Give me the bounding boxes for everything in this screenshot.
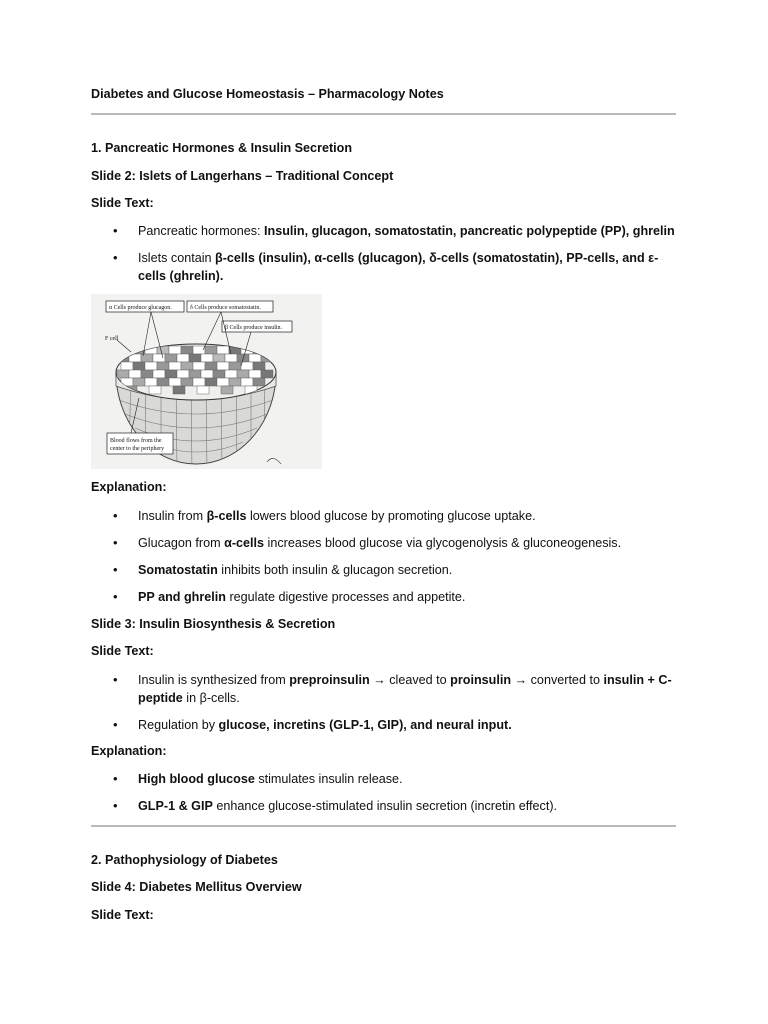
slide-text-label: Slide Text:	[91, 196, 154, 210]
explanation-label: Explanation:	[91, 744, 167, 758]
islet-illustration	[91, 294, 322, 469]
label-beta-cells: β Cells produce insulin.	[225, 325, 283, 331]
label-blood-flow-1: Blood flows from the	[110, 438, 162, 444]
slide-text-list	[91, 671, 681, 734]
list-item: • Pancreatic hormones: Insulin, glucagon, somatostatin, pancreatic polypeptide (PP), ghrelin	[91, 222, 681, 240]
list-item: • GLP-1 & GIP enhance glucose-stimulated insulin secretion (incretin effect).	[91, 797, 681, 815]
list-item: • Insulin from β-cells lowers blood glucose by promoting glucose uptake.	[91, 507, 681, 525]
slide-title: Slide 4: Diabetes Mellitus Overview	[91, 880, 302, 894]
explanation-label: Explanation:	[91, 480, 167, 494]
slide-title: Slide 2: Islets of Langerhans – Traditional Concept	[91, 169, 394, 183]
explanation-list	[91, 507, 681, 606]
section-heading: 1. Pancreatic Hormones & Insulin Secretion	[91, 141, 353, 155]
list-item: • High blood glucose stimulates insulin release.	[91, 770, 681, 788]
slide-text-label: Slide Text:	[91, 908, 154, 922]
horizontal-rule	[91, 113, 676, 115]
document-title: Diabetes and Glucose Homeostasis – Pharmacology Notes	[91, 87, 444, 101]
label-f-cell: F cell	[105, 336, 119, 342]
section-heading: 2. Pathophysiology of Diabetes	[91, 853, 278, 867]
list-item: • Islets contain β-cells (insulin), α-cells (glucagon), δ-cells (somatostatin), PP-cells, and ε-cells (ghrelin).	[91, 249, 681, 285]
slide-text-list	[91, 222, 681, 285]
islet-figure	[91, 294, 322, 469]
list-item: • Regulation by glucose, incretins (GLP-1, GIP), and neural input.	[91, 716, 681, 734]
label-alpha-cells: α Cells produce glucagon.	[109, 305, 172, 311]
label-blood-flow-2: center to the periphery	[110, 446, 165, 452]
label-delta-cells: δ Cells produce somatostatin.	[190, 305, 261, 311]
explanation-list	[91, 770, 681, 815]
horizontal-rule	[91, 825, 676, 827]
list-item: • Insulin is synthesized from preproinsulin → cleaved to proinsulin → converted to insulin + C-peptide in β-cells.	[91, 671, 681, 707]
slide-title: Slide 3: Insulin Biosynthesis & Secretion	[91, 617, 336, 631]
slide-text-label: Slide Text:	[91, 644, 154, 658]
list-item: • PP and ghrelin regulate digestive processes and appetite.	[91, 588, 681, 606]
list-item: • Glucagon from α-cells increases blood glucose via glycogenolysis & gluconeogenesis.	[91, 534, 681, 552]
list-item: • Somatostatin inhibits both insulin & glucagon secretion.	[91, 561, 681, 579]
